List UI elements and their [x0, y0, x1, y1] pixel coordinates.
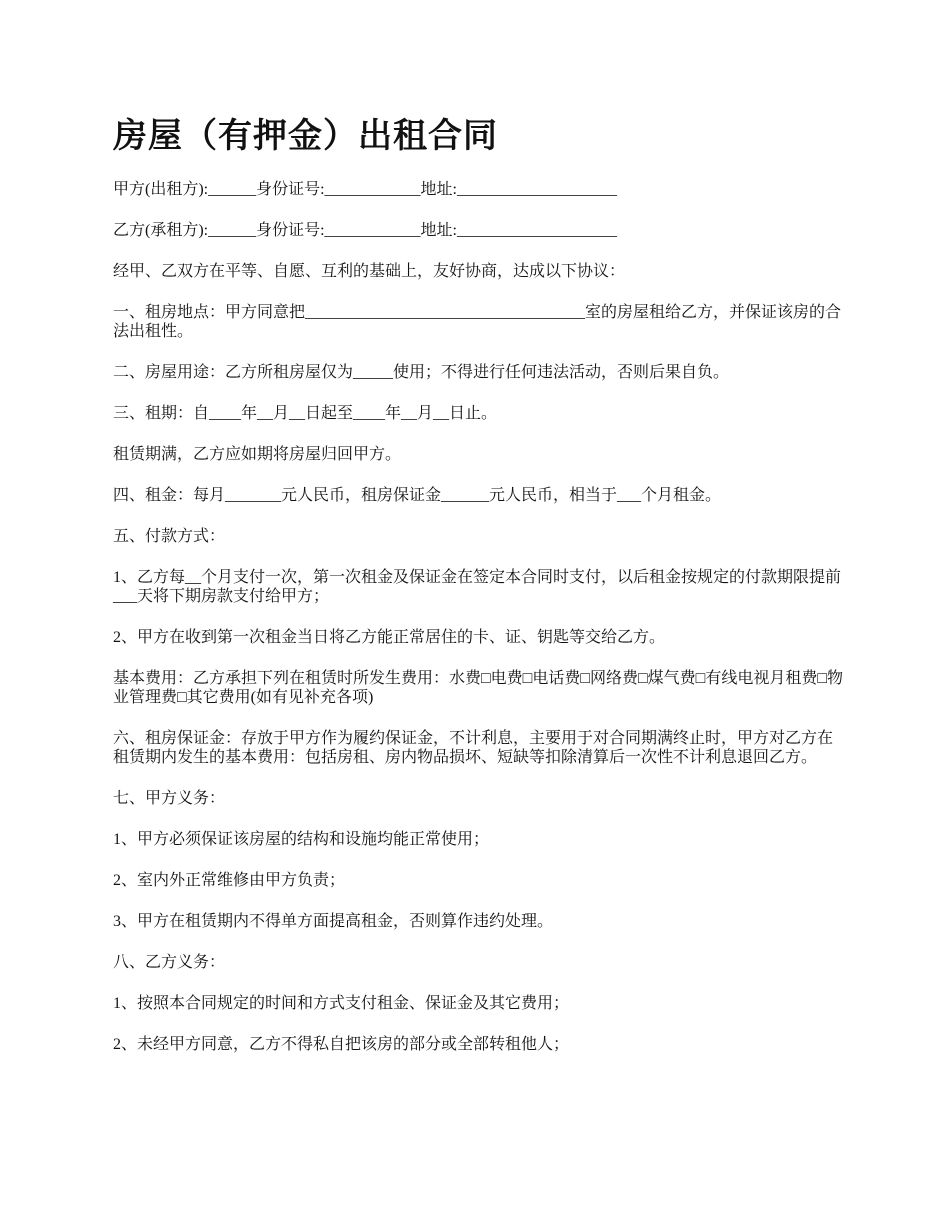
clause-5-payment-heading: 五、付款方式：	[113, 528, 226, 545]
clause-2-usage: 二、房屋用途：乙方所租房屋仅为_____使用；不得进行任何违法活动，否则后果自负。	[113, 364, 730, 381]
clause-7-item-3: 3、甲方在租赁期内不得单方面提高租金，否则算作违约处理。	[113, 913, 554, 930]
basic-fees: 基本费用：乙方承担下列在租赁时所发生费用：水费□电费□电话费□网络费□煤气费□有线电视月租费□物业管理费□其它费用(如有见补充各项)	[113, 670, 843, 706]
clause-5-item-1: 1、乙方每__个月支付一次，第一次租金及保证金在签定本合同时支付，以后租金按规定的付款期限提前___天将下期房款支付给甲方；	[113, 569, 842, 605]
party-a-line: 甲方(出租方):______身份证号:____________地址:____________________	[113, 181, 617, 198]
document-title: 房屋（有押金）出租合同	[113, 116, 498, 156]
clause-6-deposit: 六、租房保证金：存放于甲方作为履约保证金，不计利息，主要用于对合同期满终止时，甲方对乙方在租赁期内发生的基本费用：包括房租、房内物品损坏、短缺等扣除清算后一次性不计利息退回乙方。	[113, 730, 834, 766]
clause-7-item-2: 2、室内外正常维修由甲方负责；	[113, 872, 346, 889]
clause-8-item-1: 1、按照本合同规定的时间和方式支付租金、保证金及其它费用；	[113, 995, 570, 1012]
preamble: 经甲、乙双方在平等、自愿、互利的基础上，友好协商，达成以下协议：	[113, 263, 626, 280]
clause-3-term-expiry: 租赁期满，乙方应如期将房屋归回甲方。	[113, 446, 402, 463]
clause-8-heading: 八、乙方义务：	[113, 954, 226, 971]
clause-1-location: 一、租房地点：甲方同意把___________________________________室的房屋租给乙方，并保证该房的合法出租性。	[113, 304, 842, 340]
clause-3-term: 三、租期：自____年__月__日起至____年__月__日止。	[113, 405, 498, 422]
clause-7-item-1: 1、甲方必须保证该房屋的结构和设施均能正常使用；	[113, 831, 490, 848]
document-page	[113, 112, 843, 1076]
clause-4-rent: 四、租金：每月_______元人民币，租房保证金______元人民币，相当于___个月租金。	[113, 487, 722, 504]
clause-7-heading: 七、甲方义务：	[113, 790, 226, 807]
clause-8-item-2: 2、未经甲方同意，乙方不得私自把该房的部分或全部转租他人；	[113, 1036, 570, 1053]
clause-5-item-2: 2、甲方在收到第一次租金当日将乙方能正常居住的卡、证、钥匙等交给乙方。	[113, 629, 666, 646]
party-b-line: 乙方(承租方):______身份证号:____________地址:____________________	[113, 222, 617, 239]
